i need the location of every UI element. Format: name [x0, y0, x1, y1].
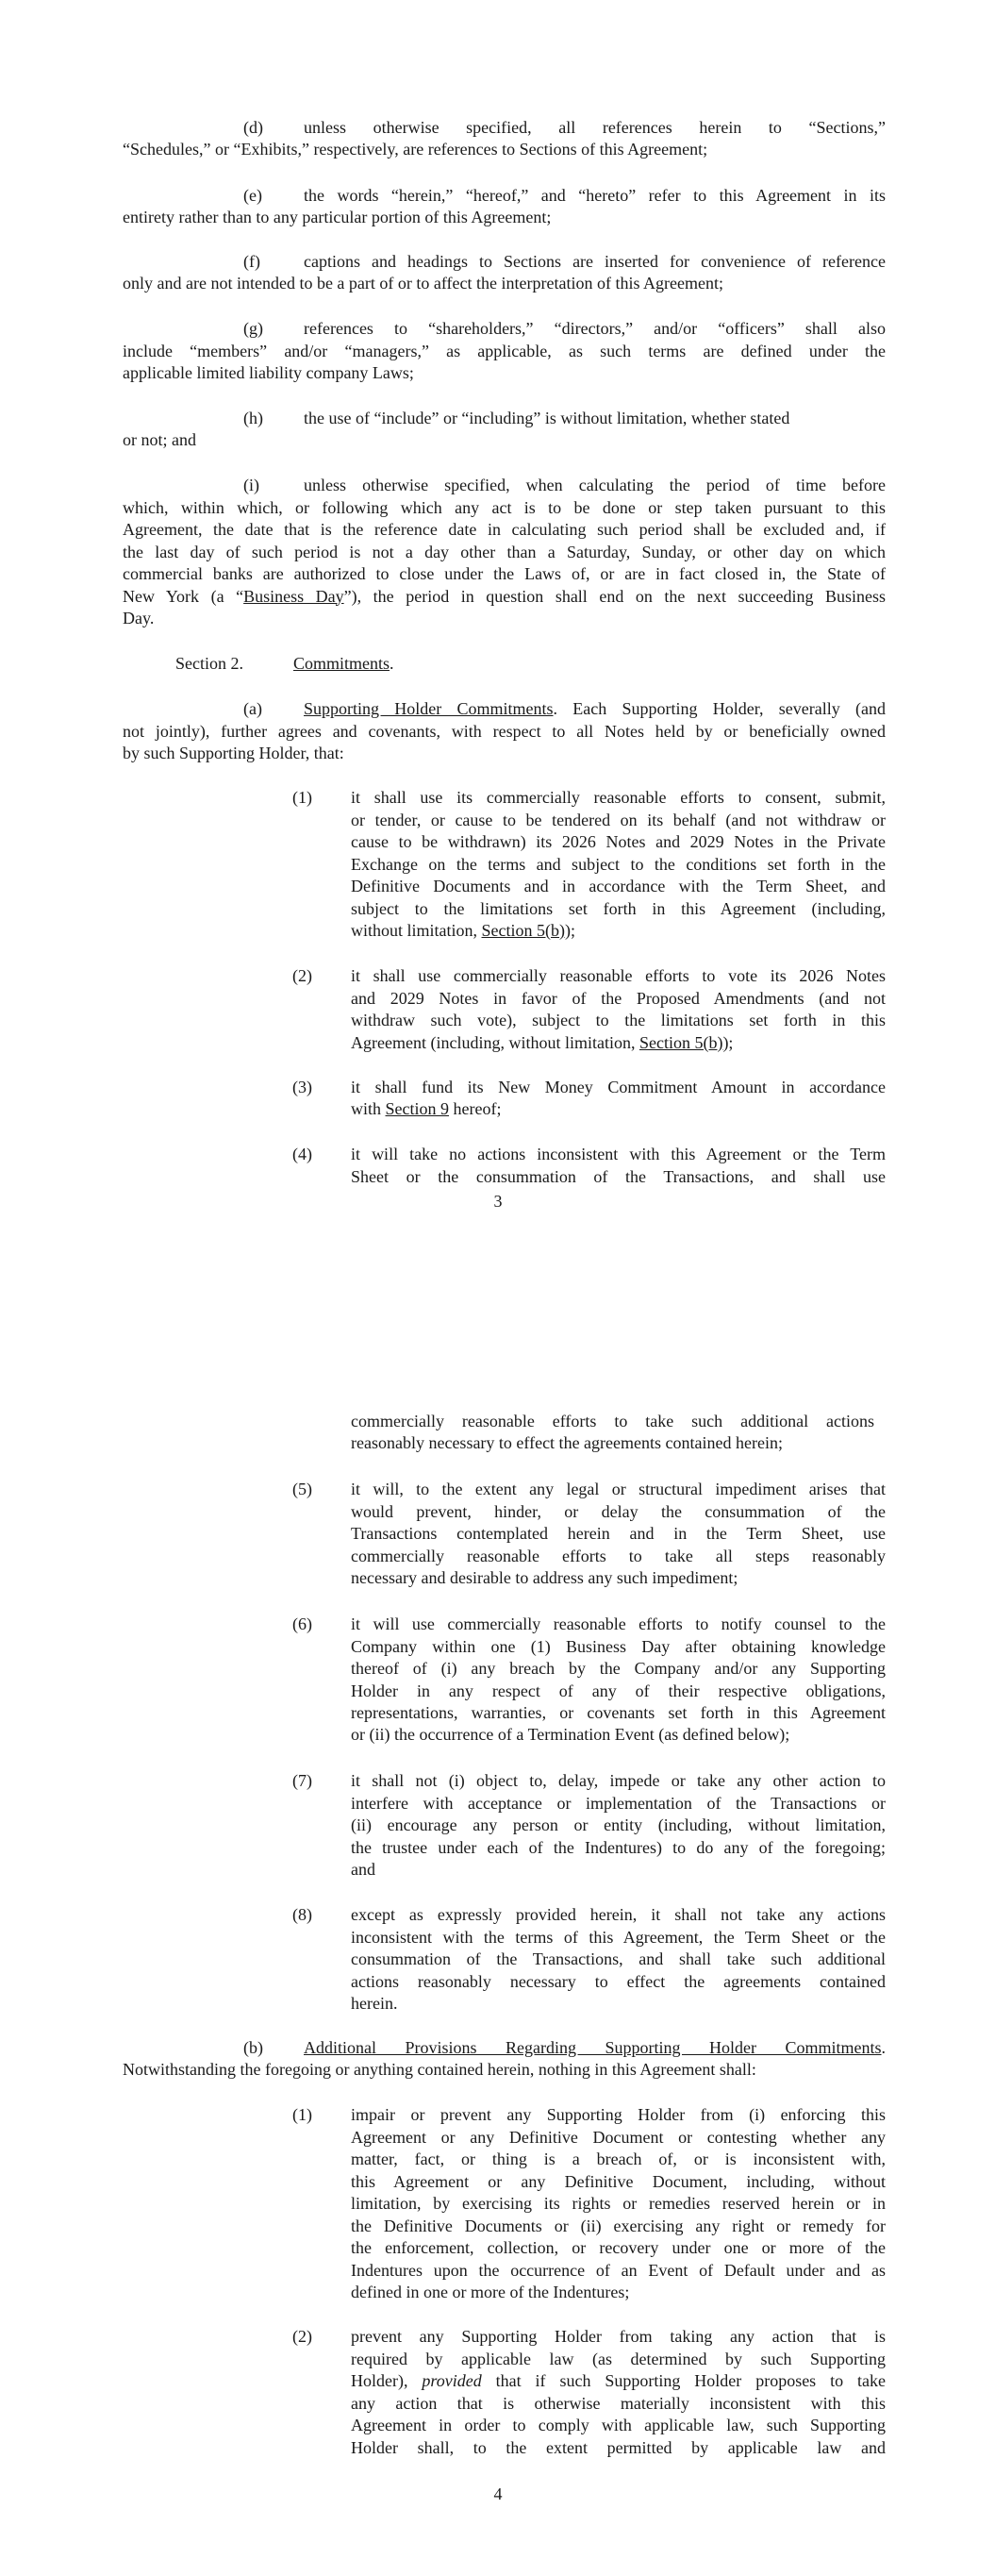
italic-term-provided: provided: [422, 2371, 482, 2390]
item-3: it shall fund its New Money Commitment Amount in accordance: [351, 1078, 886, 1096]
item-marker-1: (1): [292, 788, 312, 807]
defined-term-business-day: Business Day: [243, 586, 344, 606]
para-d: unless otherwise specified, all references herein to “Sections,”: [304, 118, 886, 137]
item-marker-8: (8): [292, 1905, 312, 1924]
para-marker-h: (h): [243, 409, 263, 427]
para-marker-e: (e): [243, 186, 262, 205]
item-4: it will take no actions inconsistent with this Agreement or the Term Sheet or the consummation of the Transactions, and shall use: [351, 1145, 886, 1186]
item-marker-7: (7): [292, 1771, 312, 1790]
item-5: it will, to the extent any legal or structural impediment arises that would prevent, hinder, or delay the consummation of the Transactions contemplated herein and in the Term Sheet, use commercially reasonable efforts to take all steps reasonably: [351, 1480, 886, 1565]
para-b: Additional Provisions Regarding Supporting Holder Commitments.: [304, 2038, 886, 2057]
item-7: it shall not (i) object to, delay, impede or take any other action to interfere with acceptance or implementation of the Transactions or (ii) encourage any person or entity (including, without limitation, the trustee under each of the Indentures) to do any of the foregoing;: [351, 1771, 886, 1857]
para-marker-b: (b): [243, 2038, 263, 2057]
para-e: the words “herein,” “hereof,” and “hereto” refer to this Agreement in its: [304, 186, 886, 205]
para-marker-g: (g): [243, 319, 263, 338]
para-marker-f: (f): [243, 252, 260, 271]
item-marker-4: (4): [292, 1145, 312, 1163]
item-b2: prevent any Supporting Holder from taking any action that is required by applicable law (as determined by such Supporting Holder), provided that if such Supporting Holder proposes to take any action that is otherwise materially inconsistent with this Agreement in order to comply with applicable law, such Supporting Holder shall, to the extent permitted by applicable law and: [351, 2327, 886, 2457]
para-marker-a: (a): [243, 699, 262, 718]
section-2-title: Commitments: [293, 654, 390, 673]
item-b1: impair or prevent any Supporting Holder from (i) enforcing this Agreement or any Definitive Document or contesting whether any matter, fact, or thing is a breach of, or is inconsistent with, this Agreement or any Definitive Document, including, without limitation, by exercising its rights or remedies reserved herein or in the Definitive Documents or (ii) exercising any right or remedy for the enforcement, collection, or recovery under one or more of the Indentures upon the occurrence of an Event of Default under and as: [351, 2105, 886, 2280]
section-2-heading: Section 2.: [175, 654, 243, 673]
item-marker-b1: (1): [292, 2105, 312, 2124]
item-2: it shall use commercially reasonable efforts to vote its 2026 Notes and 2029 Notes in favor of the Proposed Amendments (and not withdraw such vote), subject to the limitations set forth in this: [351, 966, 886, 1029]
item-marker-5: (5): [292, 1480, 312, 1498]
item-6: it will use commercially reasonable efforts to notify counsel to the Company within one (1) Business Day after obtaining knowledge thereof of (i) any breach by the Company and/or any Supporting Holder in any respect of any of their respective obligations, representations, warranties, or covenants set forth in this Agreement: [351, 1614, 886, 1722]
para-marker-d: (d): [243, 118, 263, 137]
item-1: it shall use its commercially reasonable efforts to consent, submit, or tender, or cause to be tendered on its behalf (and not withdraw or cause to be withdrawn) its 2026 Notes and 2029 Notes in the Private Exchange on the terms and subject to the conditions set forth in the Definitive Documents and in accordance with the Term Sheet, and subject to the limitations set forth in this Agreement (including,: [351, 788, 886, 918]
item-8: except as expressly provided herein, it shall not take any actions inconsistent with the terms of this Agreement, the Term Sheet or the consummation of the Transactions, and shall take such additional actions reasonably necessary to effect the agreements contained: [351, 1905, 886, 1991]
item-marker-6: (6): [292, 1614, 312, 1633]
para-f: captions and headings to Sections are inserted for convenience of reference: [304, 252, 886, 271]
para-g: references to “shareholders,” “directors,” and/or “officers” shall also include “members” and/or “managers,” as applicable, as such terms are defined under the: [123, 319, 886, 360]
item-marker-b2: (2): [292, 2327, 312, 2346]
para-i: unless otherwise specified, when calculating the period of time before which, within which, or following which any act is to be done or step taken pursuant to this Agreement, the date that is the reference date in calculating such period shall be excluded and, if the last day of such period is not a day other than a Saturday, Sunday, or other day on which commercial banks are authorized to close under the Laws of, or are in fact closed in, the State of New York (a “Business Day”), the period in question shall end on the next succeeding Business: [123, 476, 886, 606]
page-number: 4: [493, 2484, 503, 2503]
section-ref: Section 9: [385, 1099, 450, 1118]
item-4-continued: commercially reasonable efforts to take such additional actions: [351, 1412, 874, 1430]
section-ref: Section 5(b): [638, 1033, 723, 1052]
section-ref: Section 5(b): [481, 921, 565, 940]
item-marker-3: (3): [292, 1078, 312, 1096]
para-marker-i: (i): [243, 476, 259, 494]
item-marker-2: (2): [292, 966, 312, 985]
para-b-title: Additional Provisions Regarding Supporting Holder Commitments: [304, 2038, 882, 2057]
para-h: the use of “include” or “including” is without limitation, whether stated: [304, 409, 790, 427]
para-a-title: Supporting Holder Commitments: [304, 699, 554, 718]
para-a: Supporting Holder Commitments. Each Supporting Holder, severally (and not jointly), further agrees and covenants, with respect to all Notes held by or beneficially owned: [123, 699, 886, 741]
page-number: 3: [493, 1192, 503, 1211]
